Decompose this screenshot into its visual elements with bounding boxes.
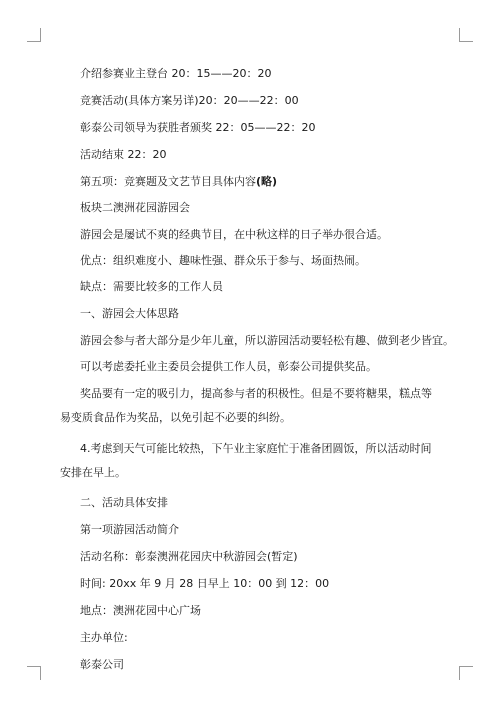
paragraph-text: 缺点：需要比较多的工作人员	[80, 280, 223, 293]
crop-mark-top-left-h	[27, 41, 41, 42]
crop-mark-top-left-v	[40, 28, 41, 42]
paragraph-text: 第五项：竞赛题及文艺节目具体内容	[80, 175, 256, 188]
crop-mark-top-right-v	[459, 28, 460, 42]
paragraph-item-five	[80, 174, 277, 190]
paragraph-text: 二、活动具体安排	[80, 496, 168, 509]
crop-mark-bottom-right-v	[459, 666, 460, 680]
paragraph-award-ceremony	[80, 120, 315, 136]
paragraph-text: 一、游园会大体思路	[80, 307, 179, 320]
paragraph-heading-one	[80, 306, 179, 322]
crop-mark-top-right-h	[459, 41, 473, 42]
paragraph-disadvantages	[80, 279, 223, 295]
paragraph-activity-name	[80, 549, 298, 565]
paragraph-time	[80, 576, 329, 592]
paragraph-weather-note	[60, 437, 432, 485]
paragraph-text: 板块二澳洲花园游园会	[80, 201, 190, 214]
paragraph-text: 4.考虑到天气可能比较热，下午业主家庭忙于准备团圆饭，所以活动时间安排在早上。	[60, 442, 432, 479]
paragraph-text: 活动名称：彰泰澳洲花园庆中秋游园会(暂定)	[80, 550, 298, 563]
paragraph-text: 游园会参与者大部分是少年儿童，所以游园活动要轻松有趣、做到老少皆宜。	[80, 334, 454, 347]
paragraph-participants	[80, 333, 454, 349]
paragraph-text: 介绍参赛业主登台 20：15——20：20	[80, 67, 272, 80]
paragraph-organizer-label	[80, 630, 128, 646]
paragraph-text: 奖品要有一定的吸引力，提高参与者的积极性。但是不要将糖果，糕点等易变质食品作为奖品，以免引起不必要的纠纷。	[60, 387, 432, 424]
paragraph-item-one	[80, 522, 179, 538]
crop-mark-bottom-left-h	[27, 666, 41, 667]
paragraph-text: 彰泰公司领导为获胜者颁奖 22：05——22：20	[80, 121, 316, 134]
paragraph-prize-note	[60, 382, 432, 430]
paragraph-heading-two	[80, 495, 168, 511]
paragraph-text: 彰泰公司	[80, 658, 124, 671]
paragraph-text: 游园会是屡试不爽的经典节目，在中秋这样的日子举办很合适。	[80, 228, 388, 241]
paragraph-bold-suffix: (略)	[256, 175, 278, 188]
paragraph-section-two-heading	[80, 200, 190, 216]
paragraph-text: 优点：组织难度小、趣味性强、群众乐于参与、场面热闹。	[80, 254, 366, 267]
paragraph-text: 可以考虑委托业主委员会提供工作人员，彰泰公司提供奖品。	[80, 360, 377, 373]
paragraph-text: 竞赛活动(具体方案另详)20：20——22：00	[80, 94, 299, 107]
crop-mark-bottom-left-v	[40, 666, 41, 680]
paragraph-award-intro	[80, 66, 271, 82]
paragraph-staff-prizes	[80, 359, 377, 375]
paragraph-text: 第一项游园活动简介	[80, 523, 179, 536]
crop-mark-bottom-right-h	[459, 666, 473, 667]
paragraph-garden-party-intro	[80, 227, 388, 243]
paragraph-organizer-name	[80, 657, 124, 673]
paragraph-text: 时间: 20xx 年 9 月 28 日早上 10：00 到 12：00	[80, 577, 330, 590]
paragraph-text: 地点：澳洲花园中心广场	[80, 604, 201, 617]
paragraph-text: 主办单位:	[80, 631, 128, 644]
paragraph-advantages	[80, 253, 366, 269]
paragraph-contest-activity	[80, 93, 299, 109]
paragraph-text: 活动结束 22：20	[80, 148, 167, 161]
paragraph-activity-end	[80, 147, 167, 163]
paragraph-location	[80, 603, 201, 619]
